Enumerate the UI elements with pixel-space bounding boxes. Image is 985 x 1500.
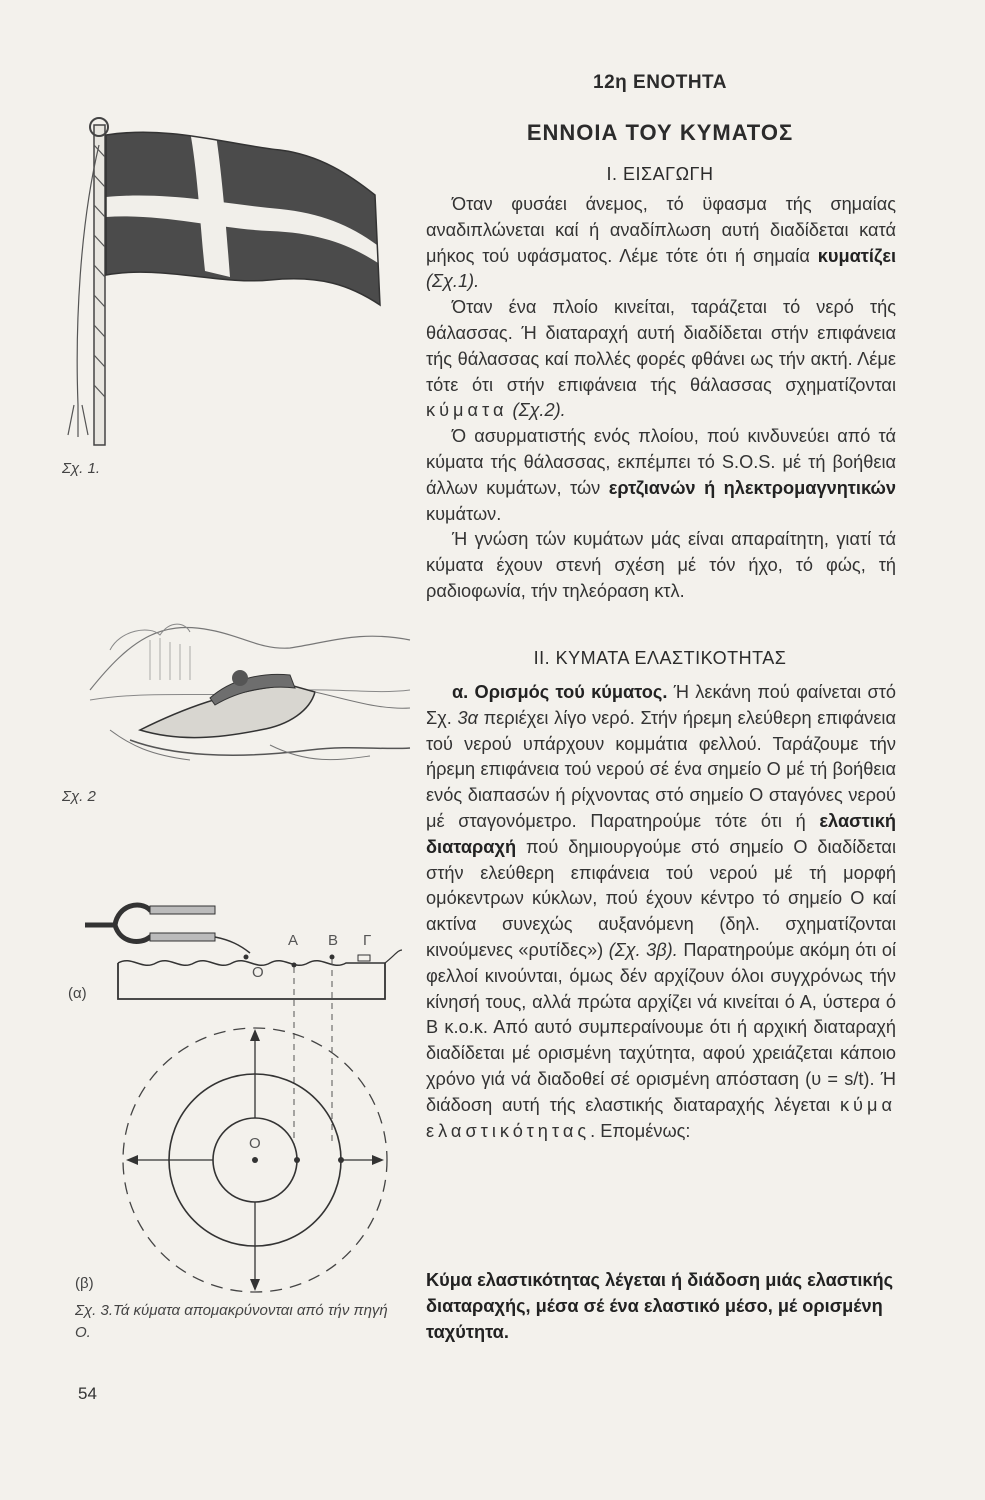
term-elastic-disturbance: ελαστική διαταραχή [426, 810, 896, 857]
figure3a-basin [80, 895, 400, 1005]
cork-A [292, 963, 297, 968]
section-title-introduction: Ι. ΕΙΣΑΓΩΓΗ [606, 164, 714, 184]
section-title-elastic-waves: ΙΙ. ΚΥΜΑΤΑ ΕΛΑΣΤΙΚΟΤΗΤΑΣ [533, 648, 787, 668]
boat-wake [130, 740, 410, 755]
paragraph-ship: Όταν ένα πλοίο κινείται, ταράζεται τό νερό τής θάλασσας. Ή διαταραχή αυτή διαδίδεται στήν επιφάνεια τής θάλασσας καί πολλές φορές φθάνει ως τήν ακτή. Λέμε τότε ότι στήν επιφάνεια τής θάλασσας σχηματίζονται κύματα (Σχ.2). [426, 297, 896, 421]
term-waves-flag: κυματίζει [817, 245, 896, 266]
paragraph-definition-experiment: α. Ορισμός τού κύματος. Ή λεκάνη πού φαίνεται στό Σχ. 3α περιέχει λίγο νερό. Στήν ήρεμη ελεύθερη επιφάνεια τού νερού υπάρχουν κομμάτια φελλού. Ταράζουμε τήν ήρεμη επιφάνεια τού νερού σέ ένα σημείο Ο μέ τή βοήθεια ενός διαπασών ή ρίχνοντας στό σημείο Ο σταγόνες νερού μέ σταγονόμετρο. Παρατηρούμε τότε ότι ή ελαστική διαταραχή πού δημιουργούμε στό σημείο Ο διαδίδεται στήν ελεύθερη επιφάνεια τού νερού μέ τή μορφή ομόκεντρων κύκλων, πού έχουν κέντρο τό σημείο Ο καί ακτίνα συνεχώς αυξανόμενη (δηλ. σχηματίζονται κινούμενες «ρυτίδες») (Σχ. 3β). Παρατηρούμε ακόμη ότι οί φελλοί κινούνται, όμως δέν αρχίζουν όλοι συγχρόνως τήν κίνησή τους, αλλά πρώτα αρχίζει νά κινείται ό Α, ύστερα ό Β κ.ο.κ. Από αυτό συμπεραίνουμε ότι ή αρχική διαταραχή διαδίδεται μέ ορισμένη ταχύτητα, αφού χρειάζεται κάποιο χρόνο γιά νά διαδοθεί σέ ορισμένη απόσταση (υ = s/t). Ή διάδοση αυτή τής ελαστικής διαταραχής λέγεται κύμα ελαστικότητας. Επομένως: [426, 682, 897, 1141]
section2-text [426, 680, 896, 1144]
label-G: Γ [363, 932, 372, 949]
label-O-center: Ο [249, 1135, 261, 1152]
cork-B [330, 955, 335, 960]
label-B: Β [328, 932, 339, 949]
term-electromagnetic: ερτζιανών ή ηλεκτρομαγνητικών [608, 477, 896, 498]
figure3-caption: Σχ. 3.Τά κύματα απομακρύνονται από τήν πηγή Ο. [75, 1302, 388, 1341]
figure1-caption: Σχ. 1. [62, 460, 101, 477]
unit-title: 12η ΕΝΟΤΗΤΑ [593, 72, 727, 93]
paragraph-importance: Ή γνώση τών κυμάτων μάς είναι απαραίτητη, γιατί τά κύματα έχουν στενή σχέση μέ τόν ήχο, τό φώς, τή ραδιοφωνία, τήν τηλεόραση κτλ. [426, 529, 896, 601]
figure2-caption: Σχ. 2 [62, 788, 96, 805]
label-O-top: Ο [252, 964, 264, 981]
label-A: Α [288, 932, 299, 949]
velocity-formula: (υ = s/t). [805, 1068, 875, 1089]
paragraph-flag: Όταν φυσάει άνεμος, τό ϋφασμα τής σημαίας αναδιπλώνεται καί ή αναδίπλωση αυτή διαδίδεται κατά μήκος τού υφάσματος. Λέμε τότε ότι ή σημαία κυματίζει (Σχ.1). [426, 194, 896, 292]
motorboat-illustration [90, 580, 410, 770]
figure3b-circles [110, 1025, 400, 1315]
term-elastic-wave: κύμα ελαστικότητας [426, 1094, 896, 1141]
page-number: 54 [78, 1384, 97, 1403]
boat-passenger [232, 670, 248, 686]
flag-illustration [70, 105, 390, 445]
chapter-title: ΕΝΝΟΙΑ ΤΟΥ ΚΥΜΑΤΟΣ [526, 120, 794, 145]
cork-G [358, 955, 370, 961]
definition-elastic-wave: Κύμα ελαστικότητας λέγεται ή διάδοση μιάς ελαστικής διαταραχής, μέσα σέ ένα ελαστικό μέσο, μέ ορισμένη ταχύτητα. [426, 1270, 894, 1342]
figure3b-label: (β) [75, 1275, 94, 1292]
source-point-O [252, 1157, 258, 1163]
figure3a-label: (α) [68, 985, 87, 1002]
flagpole [94, 125, 105, 445]
section1-text [426, 192, 896, 605]
paragraph-radio: Ό ασυρματιστής ενός πλοίου, πού κινδυνεύει από τά κύματα τής θάλασσας, εκπέμπει τό S.O.S. μέ τή βοήθεια άλλων κυμάτων, τών ερτζιανών ή ηλεκτρομαγνητικών κυμάτων. [426, 426, 896, 524]
term-waves: κύματα [426, 400, 508, 421]
subsection-label: α. Ορισμός τού κύματος. [452, 682, 668, 702]
